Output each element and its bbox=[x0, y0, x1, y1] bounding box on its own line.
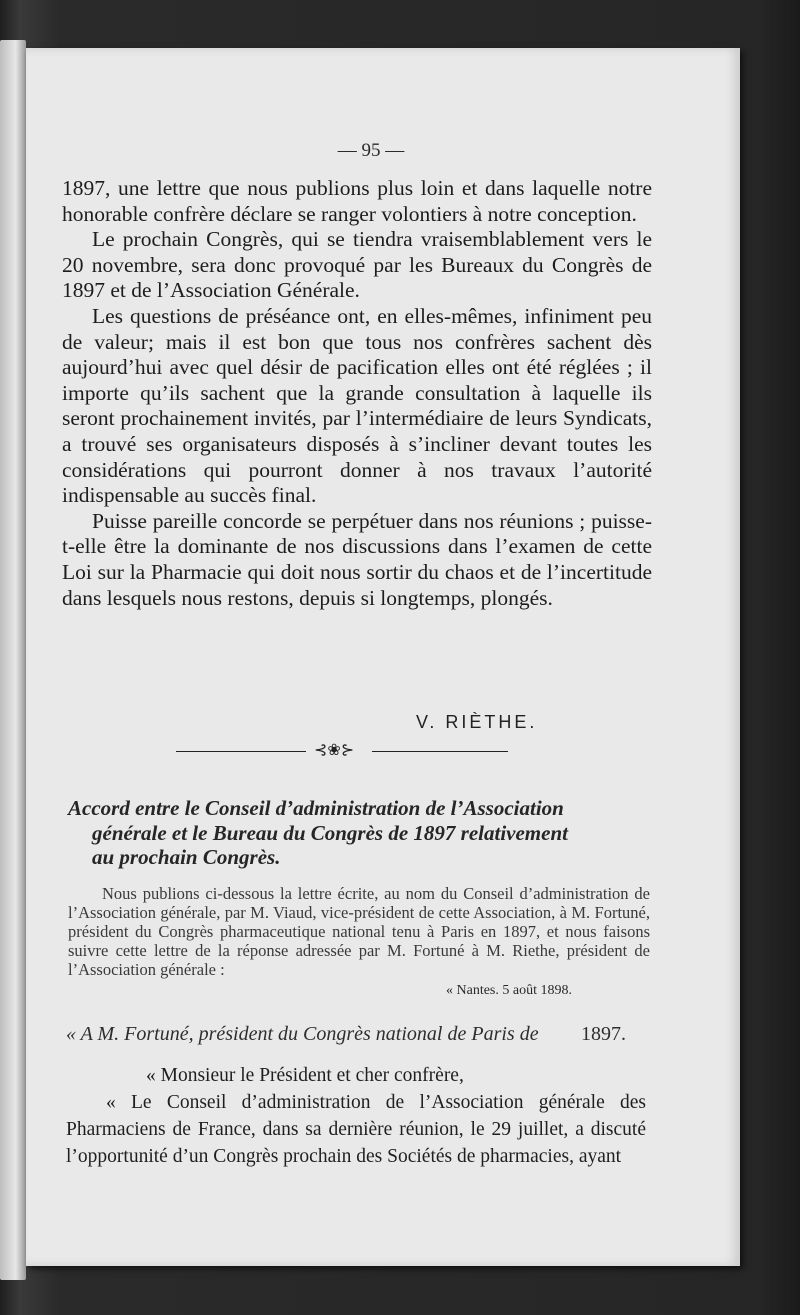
letter-addressee bbox=[66, 1023, 626, 1046]
letter-dateline: « Nantes. 5 août 1898. bbox=[446, 983, 572, 998]
intro-paragraph: Nous publions ci-dessous la lettre écrite, au nom du Conseil d’administration de l’Association générale, par M. Viaud, vice-président de cette Association, à M. Fortuné, président du Congrès pharmaceutique national tenu à Paris en 1897, et nous faisons suivre cette lettre de la réponse adressée par M. Fortuné à M. Riethe, président de l’Association générale : bbox=[68, 884, 650, 979]
separator-line-left bbox=[176, 751, 306, 752]
intro-text bbox=[68, 884, 650, 979]
article-title-line-3: au prochain Congrès. bbox=[92, 845, 281, 869]
paragraph-next-congress: Le prochain Congrès, qui se tiendra vraisemblablement vers le 20 novembre, sera donc provoqué par les Bureaux du Congrès de 1897 et de l’Association Générale. bbox=[62, 227, 652, 303]
paragraph-precedence: Les questions de préséance ont, en elles-mêmes, infiniment peu de valeur; mais il est bon que tous nos confrères sachent dès aujourd’hui avec quel désir de pacification elles ont été réglées ; il importe qu’ils sachent que la grande consultation à laquelle ils seront prochainement invités, par l’intermédiaire de leurs Syndicats, a trouvé ses organisateurs disposés à s’incliner devant toutes les considérations qui pourront donner à nos travaux l’autorité indispensable au succès final. bbox=[62, 303, 652, 508]
letter-body bbox=[66, 1062, 646, 1170]
author-signature: V. RIÈTHE. bbox=[416, 712, 538, 732]
separator-line-right bbox=[372, 751, 508, 752]
previous-page-edge bbox=[0, 40, 26, 1280]
letter-salutation: « Monsieur le Président et cher confrère, bbox=[146, 1065, 464, 1086]
paragraph-concord: Puisse pareille concorde se perpétuer dans nos réunions ; puisse-t-elle être la dominante de nos discussions dans l’examen de cette Loi sur la Pharmacie qui doit nous sortir du chaos et de l’incertitude dans lesquels nous restons, depuis si longtemps, plongés. bbox=[62, 508, 652, 610]
separator-ornament-icon: ⊰❀⊱ bbox=[314, 740, 355, 759]
addressee-year: 1897. bbox=[581, 1023, 626, 1045]
page-number: — 95 — bbox=[337, 140, 405, 161]
book-page bbox=[26, 48, 740, 1266]
article-title-line-2: générale et le Bureau du Congrès de 1897 relativement bbox=[92, 820, 568, 845]
article-title-line-1: Accord entre le Conseil d’administration de l’Association bbox=[68, 796, 564, 820]
addressee-text: « A M. Fortuné, président du Congrès national de Paris de bbox=[66, 1023, 539, 1045]
article-title bbox=[68, 796, 648, 870]
section-separator bbox=[176, 742, 508, 760]
paragraph-continuation: 1897, une lettre que nous publions plus loin et dans laquelle notre honorable confrère déclare se ranger volontiers à notre conception. bbox=[62, 176, 652, 226]
letter-paragraph: « Le Conseil d’administration de l’Association générale des Pharmaciens de France, dans sa dernière réunion, le 29 juillet, a discuté l’opportunité d’un Congrès prochain des Sociétés de pharmacies, ayant bbox=[66, 1092, 646, 1167]
body-text bbox=[62, 176, 652, 611]
